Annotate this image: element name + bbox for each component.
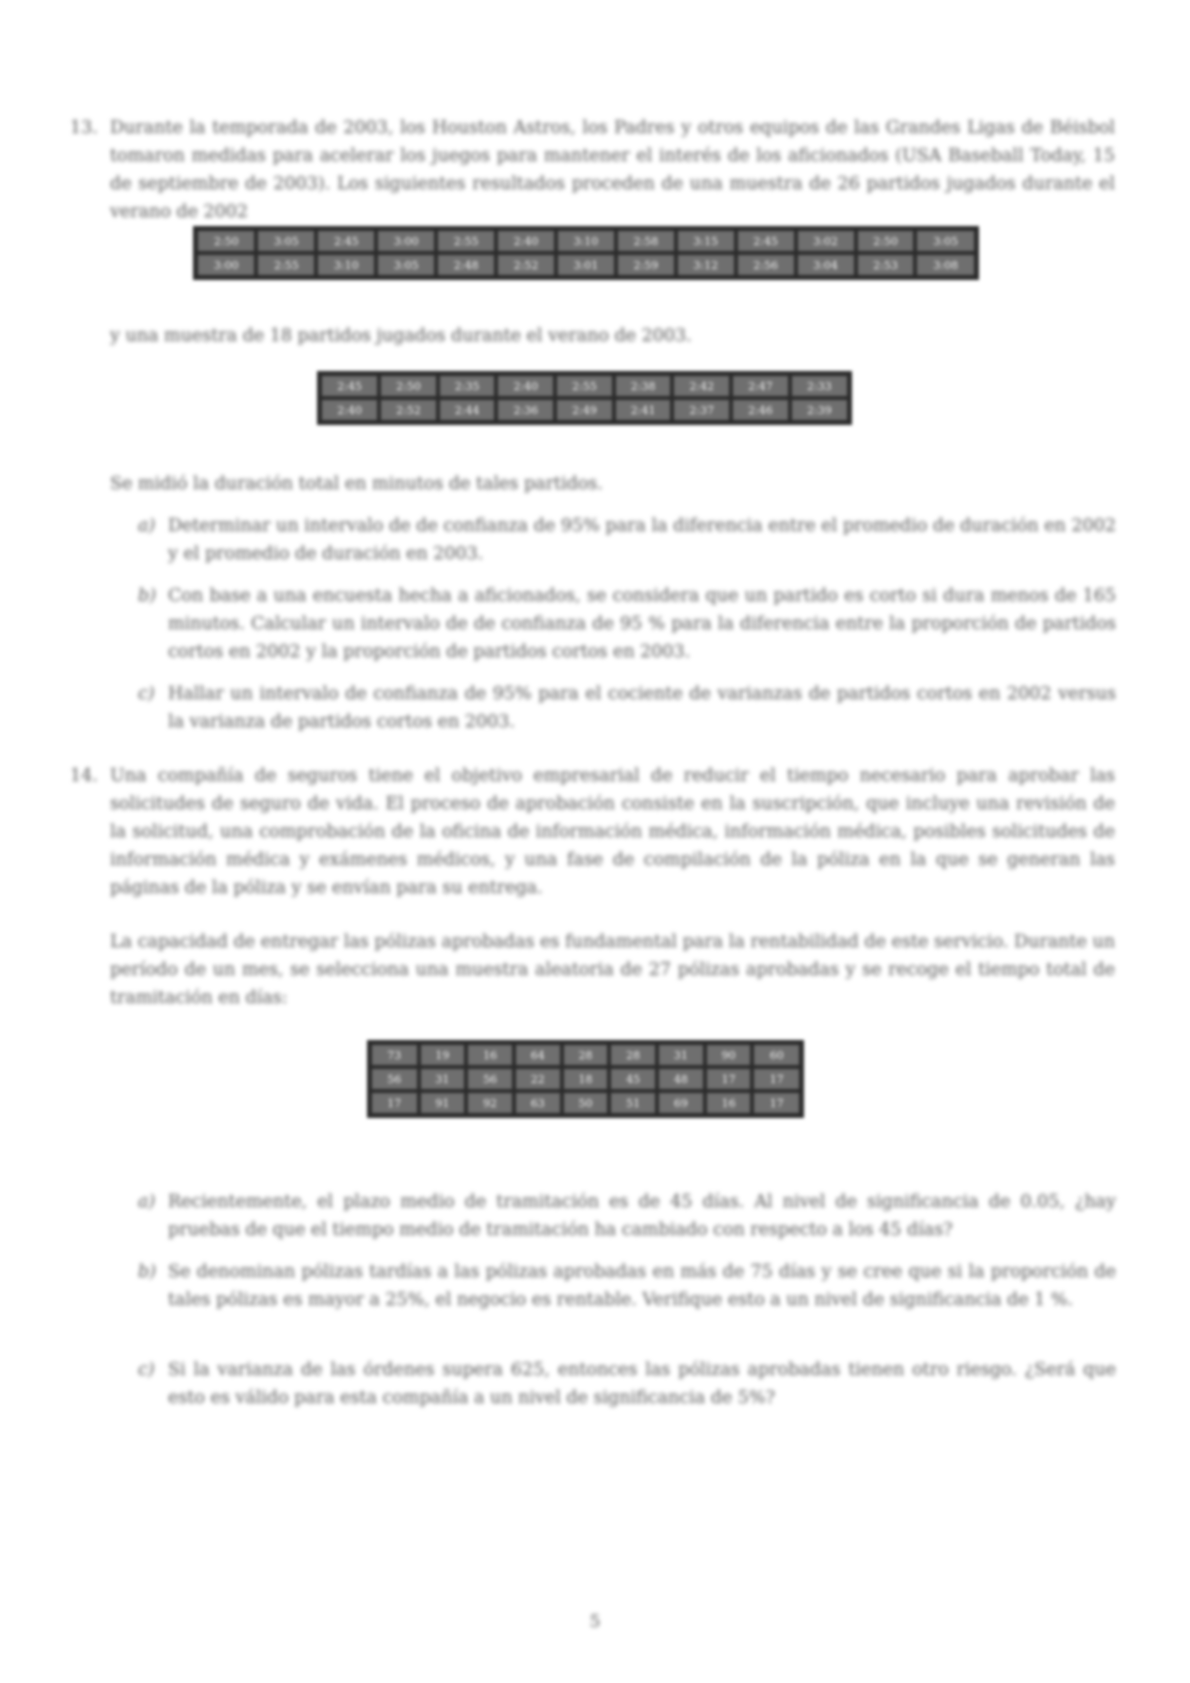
table-2002-cell: 2:55 — [436, 229, 496, 254]
table-processing-cell: 45 — [609, 1067, 657, 1091]
table-2002-cell: 3:02 — [796, 229, 856, 254]
table-processing-cell: 16 — [705, 1091, 753, 1116]
table-2003-cell: 2:44 — [438, 398, 497, 423]
table-2002-cell: 2:50 — [856, 229, 916, 254]
table-processing-cell: 60 — [752, 1043, 801, 1068]
table-2003-cell: 2:40 — [320, 398, 380, 423]
table-2002-cell: 3:10 — [316, 253, 376, 278]
item-13c-text: Hallar un intervalo de confianza de 95% para el cociente de varianzas de partidos cortos en 2002 versus la varianza de partidos cortos en 2003. — [168, 684, 1116, 732]
table-processing-row — [370, 1091, 802, 1116]
problem-13-intro: Durante la temporada de 2003, los Houston Astros, los Padres y otros equipos de las Grandes Ligas de Béisbol tomaron medidas para acelerar los juegos para mantener el interés de los aficionados (USA Baseball Today, 15 de septiembre de 2003). Los siguientes resultados proceden de una muestra de 26 partidos jugados durante el verano de 2002 — [110, 118, 1115, 222]
item-14c-label: c) — [138, 1360, 155, 1380]
table-2002-cell: 2:55 — [256, 253, 316, 278]
table-2003-cell: 2:46 — [731, 398, 790, 423]
table-processing-cell: 17 — [705, 1067, 753, 1091]
table-2002-cell: 3:12 — [676, 253, 736, 278]
table-2002-cell: 2:45 — [316, 229, 376, 254]
table-processing-cell: 69 — [657, 1091, 705, 1116]
table-2002-cell: 3:00 — [376, 229, 436, 254]
item-13c-label: c) — [138, 684, 155, 704]
item-14b-label: b) — [138, 1262, 157, 1282]
table-processing-cell: 50 — [562, 1091, 610, 1116]
table-2002-cell: 3:01 — [556, 253, 616, 278]
problem-13-after-text: Se midió la duración total en minutos de tales partidos. — [110, 474, 603, 494]
table-2003-cell: 2:36 — [496, 398, 555, 423]
table-2003-cell: 2:47 — [731, 374, 790, 399]
table-processing-cell: 17 — [370, 1091, 419, 1116]
item-14c-text: Si la varianza de las órdenes supera 625, entonces las pólizas aprobadas tienen otro riesgo. ¿Será que esto es válido para esta compañía a un nivel de significancia de 5%? — [168, 1360, 1116, 1408]
page-number: 5 — [589, 1612, 601, 1632]
problem-13-mid-text: y una muestra de 18 partidos jugados durante el verano de 2003. — [110, 326, 692, 346]
table-2003-cell: 2:41 — [614, 398, 673, 423]
table-processing-cell: 92 — [466, 1091, 514, 1116]
item-14b-text: Se denominan pólizas tardías a las pólizas aprobadas en más de 75 días y se cree que si la proporción de tales pólizas es mayor a 25%, el negocio es rentable. Verifique esto a un nivel de significancia de 1 %. — [168, 1262, 1116, 1310]
table-processing-cell: 28 — [562, 1043, 610, 1068]
table-2002-cell: 3:05 — [256, 229, 316, 254]
table-processing-cell: 19 — [419, 1043, 467, 1068]
table-2002-cell: 2:59 — [616, 253, 676, 278]
table-2002-cell: 2:48 — [436, 253, 496, 278]
table-2002-cell: 2:53 — [856, 253, 916, 278]
table-2002-durations — [193, 226, 979, 280]
table-2002-cell: 3:00 — [196, 253, 257, 278]
table-processing-cell: 63 — [514, 1091, 562, 1116]
table-processing-cell: 51 — [609, 1091, 657, 1116]
table-2002-cell: 3:10 — [556, 229, 616, 254]
table-processing-row — [370, 1043, 802, 1068]
item-13b-label: b) — [138, 586, 157, 606]
table-2003-cell: 2:49 — [555, 398, 614, 423]
item-13a-text: Determinar un intervalo de de confianza de 95% para la diferencia entre el promedio de duración en 2002 y el promedio de duración en 2003. — [168, 516, 1116, 564]
problem-13-number: 13. — [70, 118, 98, 138]
table-2002-cell: 2:40 — [496, 229, 556, 254]
table-processing-cell: 28 — [609, 1043, 657, 1068]
table-processing-cell: 17 — [752, 1067, 801, 1091]
table-2003-row — [320, 374, 850, 399]
table-2003-cell: 2:37 — [672, 398, 731, 423]
table-2003-cell: 2:40 — [496, 374, 555, 399]
table-processing-cell: 31 — [657, 1043, 705, 1068]
table-2002-cell: 2:45 — [736, 229, 796, 254]
table-2003-cell: 2:55 — [555, 374, 614, 399]
table-2003-cell: 2:39 — [790, 398, 850, 423]
table-2003-cell: 2:50 — [379, 374, 438, 399]
table-processing-row — [370, 1067, 802, 1091]
table-processing-cell: 90 — [705, 1043, 753, 1068]
table-2002-row — [196, 253, 977, 278]
table-2003-row — [320, 398, 850, 423]
table-processing-cell: 48 — [657, 1067, 705, 1091]
table-2003-durations — [317, 371, 852, 425]
table-2002-cell: 2:56 — [736, 253, 796, 278]
problem-14-intro-2: La capacidad de entregar las pólizas aprobadas es fundamental para la rentabilidad de este servicio. Durante un período de un mes, se selecciona una muestra aleatoria de 27 pólizas aprobadas y se recoge el tiempo total de tramitación en días: — [110, 932, 1115, 1008]
table-processing-cell: 18 — [562, 1067, 610, 1091]
table-2002-row — [196, 229, 977, 254]
table-2002-cell: 2:58 — [616, 229, 676, 254]
table-2003-cell: 2:52 — [379, 398, 438, 423]
table-2002-cell: 2:50 — [196, 229, 257, 254]
table-processing-cell: 91 — [419, 1091, 467, 1116]
table-2003-cell: 2:42 — [672, 374, 731, 399]
table-2003-cell: 2:35 — [438, 374, 497, 399]
problem-14-intro: Una compañía de seguros tiene el objetivo empresarial de reducir el tiempo necesario para aprobar las solicitudes de seguro de vida. El proceso de aprobación consiste en la suscripción, que incluye una revisión de la solicitud, una comprobación de la oficina de información médica, información médica, posibles solicitudes de información médica y exámenes médicos, y una fase de compilación de la póliza en la que se generan las páginas de la póliza y se envían para su entrega. — [110, 766, 1115, 898]
table-2002-cell: 3:08 — [915, 253, 976, 278]
table-processing-times — [367, 1040, 804, 1118]
table-processing-cell: 73 — [370, 1043, 419, 1068]
table-processing-cell: 17 — [752, 1091, 801, 1116]
table-processing-cell: 56 — [466, 1067, 514, 1091]
table-2002-cell: 3:05 — [915, 229, 976, 254]
table-2003-cell: 2:38 — [614, 374, 673, 399]
item-13a-label: a) — [138, 516, 156, 536]
item-14a-text: Recientemente, el plazo medio de tramitación es de 45 días. Al nivel de significancia de 0.05, ¿hay pruebas de que el tiempo medio de tramitación ha cambiado con respecto a los 45 días? — [168, 1192, 1116, 1240]
table-2002-cell: 3:05 — [376, 253, 436, 278]
problem-14-number: 14. — [70, 766, 98, 786]
table-2002-cell: 3:15 — [676, 229, 736, 254]
table-processing-cell: 22 — [514, 1067, 562, 1091]
item-14a-label: a) — [138, 1192, 156, 1212]
table-processing-cell: 64 — [514, 1043, 562, 1068]
table-2002-cell: 2:52 — [496, 253, 556, 278]
table-2002-cell: 3:04 — [796, 253, 856, 278]
table-2003-cell: 2:33 — [790, 374, 850, 399]
table-processing-cell: 16 — [466, 1043, 514, 1068]
table-processing-cell: 31 — [419, 1067, 467, 1091]
table-2003-cell: 2:45 — [320, 374, 380, 399]
table-processing-cell: 56 — [370, 1067, 419, 1091]
item-13b-text: Con base a una encuesta hecha a aficionados, se considera que un partido es corto si dura menos de 165 minutos. Calcular un intervalo de de confianza de 95 % para la diferencia entre la proporción de partidos cortos en 2002 y la proporción de partidos cortos en 2003. — [168, 586, 1116, 662]
